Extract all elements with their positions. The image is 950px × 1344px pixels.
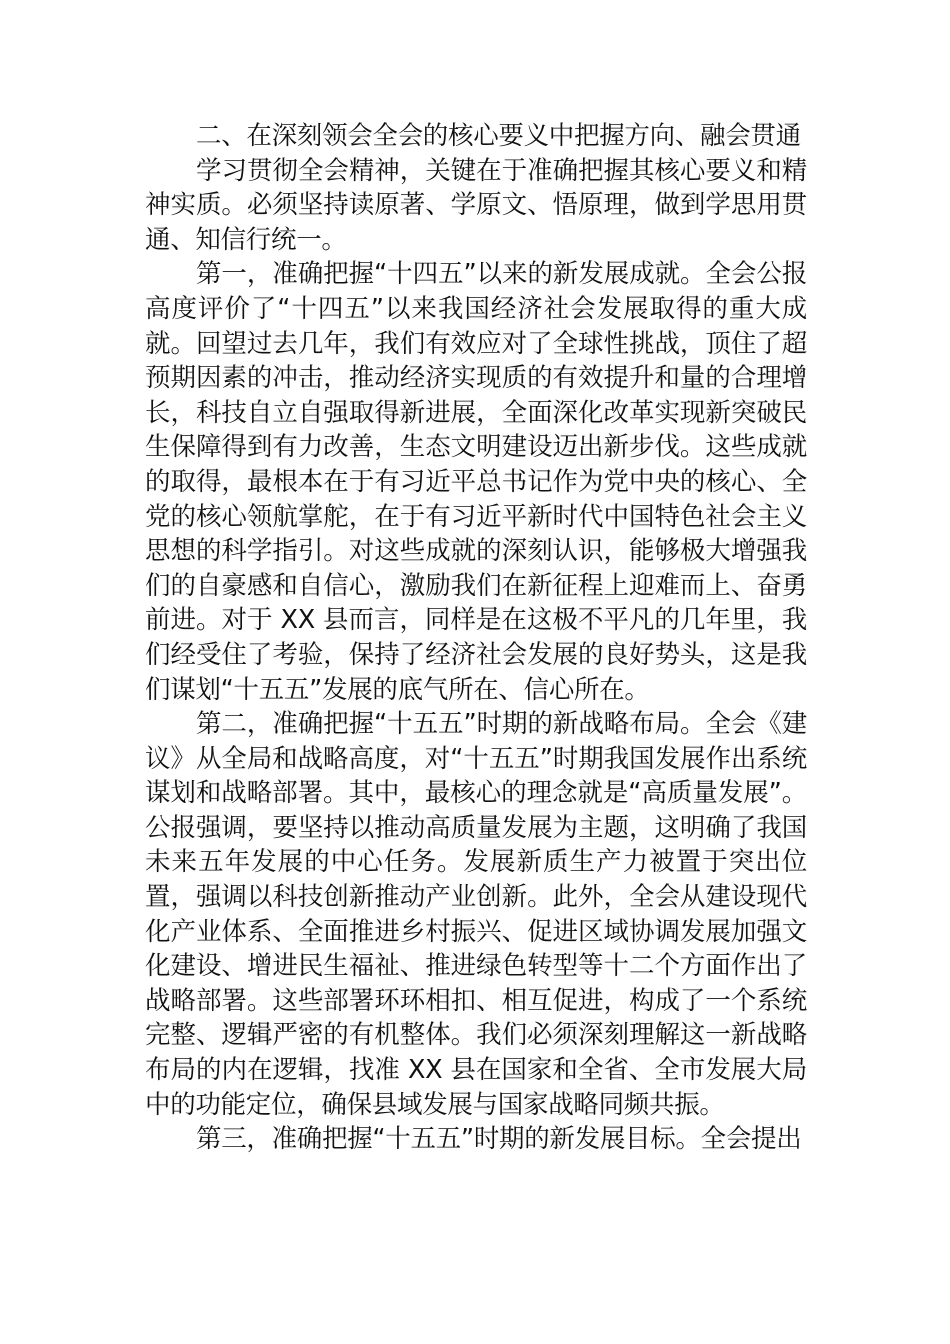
paragraph-second-point: 第二，准确把握“十五五”时期的新战略布局。全会《建议》从全局和战略高度，对“十五五”时期我国发展作出系统谋划和战略部署。其中，最核心的理念就是“高质量发展”。公报强调，要坚持以推动高质量发展为主题，这明确了我国未来五年发展的中心任务。发展新质生产力被置于突出位置，强调以科技创新推动产业创新。此外，全会从建设现代化产业体系、全面推进乡村振兴、促进区域协调发展加强文化建设、增进民生福祉、推进绿色转型等十二个方面作出了战略部署。这些部署环环相扣、相互促进，构成了一个系统完整、逻辑严密的有机整体。我们必须深刻理解这一新战略布局的内在逻辑，找准 XX 县在国家和全省、全市发展大局中的功能定位，确保县域发展与国家战略同频共振。 bbox=[145, 709, 807, 1120]
paragraph-first-point: 第一，准确把握“十四五”以来的新发展成就。全会公报高度评价了“十四五”以来我国经济社会发展取得的重大成就。回望过去几年，我们有效应对了全球性挑战，顶住了超预期因素的冲击，推动经济实现质的有效提升和量的合理增长，科技自立自强取得新进展，全面深化改革实现新突破民生保障得到有力改善，生态文明建设迈出新步伐。这些成就的取得，最根本在于有习近平总书记作为党中央的核心、全党的核心领航掌舵，在于有习近平新时代中国特色社会主义思想的科学指引。对这些成就的深刻认识，能够极大增强我们的自豪感和自信心，激励我们在新征程上迎难而上、奋勇前进。对于 XX 县而言，同样是在这极不平凡的几年里，我们经受住了考验，保持了经济社会发展的良好势头，这是我们谋划“十五五”发展的底气所在、信心所在。 bbox=[145, 259, 807, 705]
paragraph-intro: 学习贯彻全会精神，关键在于准确把握其核心要义和精神实质。必须坚持读原著、学原文、悟原理，做到学思用贯通、知信行统一。 bbox=[145, 155, 807, 255]
paragraph-third-point: 第三，准确把握“十五五”时期的新发展目标。全会提出 bbox=[196, 1124, 802, 1155]
document-page bbox=[145, 119, 807, 1157]
section-heading: 二、在深刻领会全会的核心要义中把握方向、融会贯通 bbox=[196, 121, 801, 151]
